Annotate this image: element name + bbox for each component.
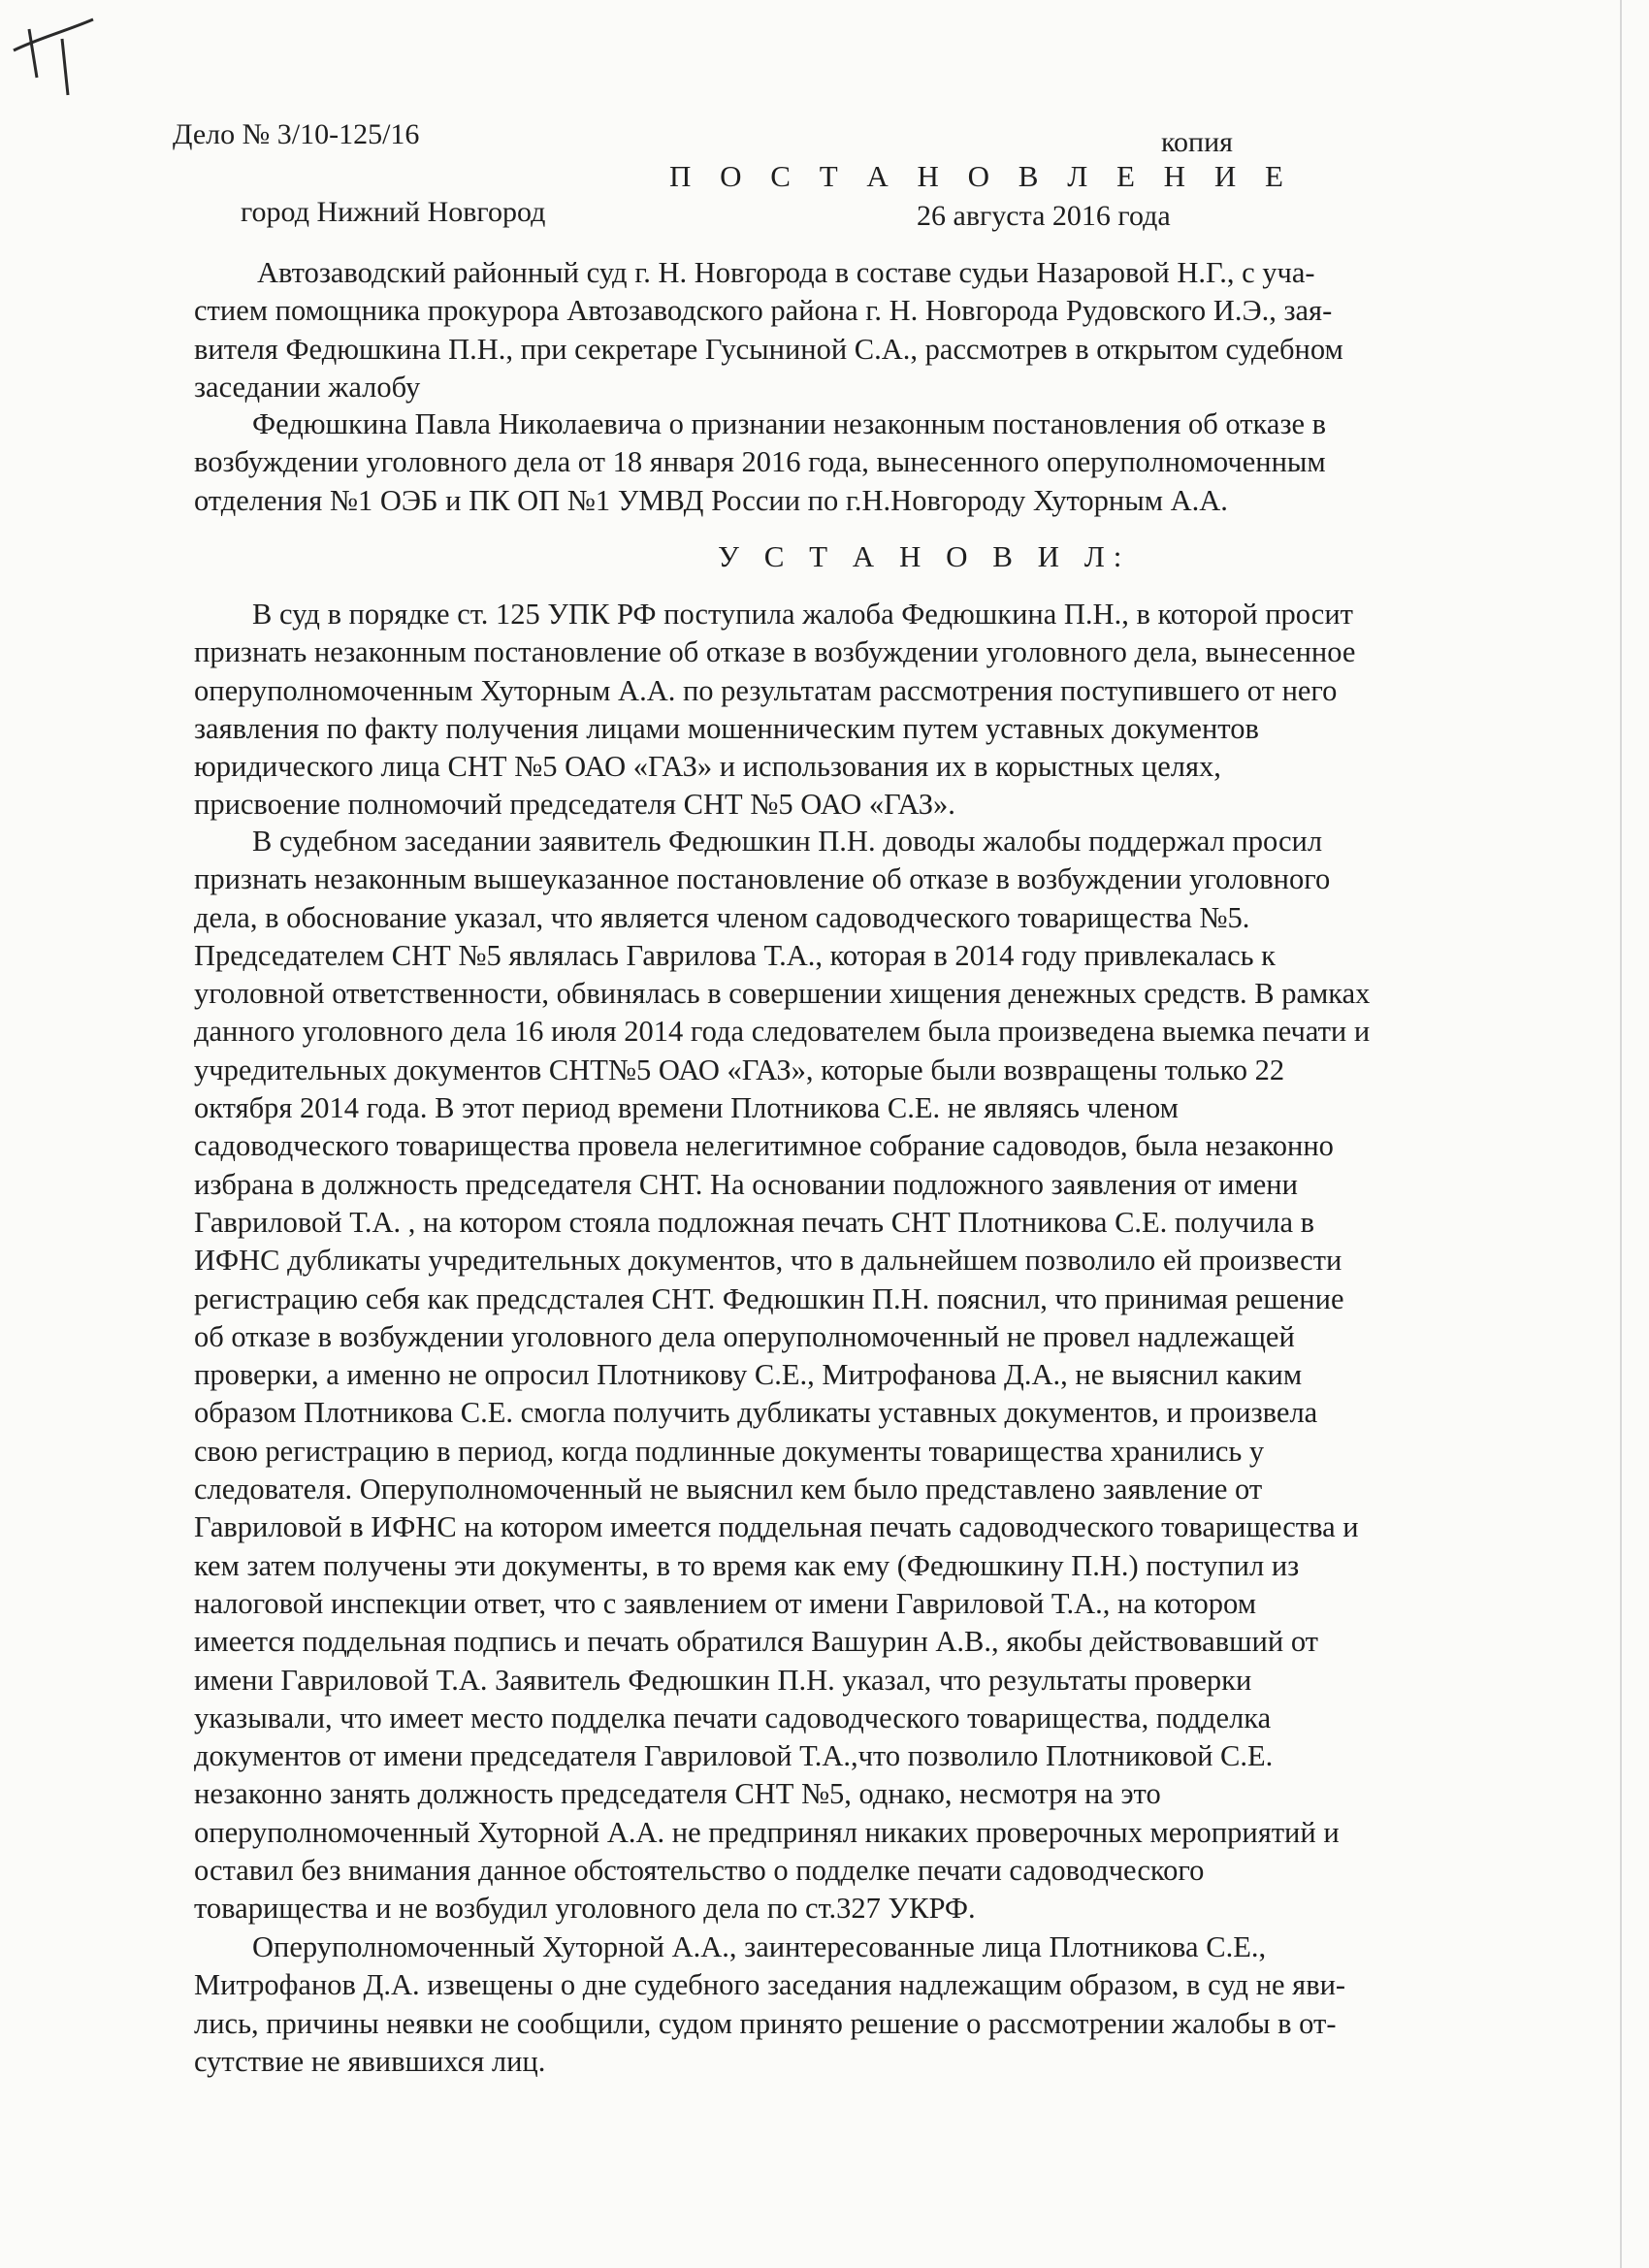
city: город Нижний Новгород <box>241 196 546 228</box>
copy-mark: копия <box>1161 126 1233 158</box>
body-paragraph-1: В суд в порядке ст. 125 УПК РФ поступила жалоба Федюшкина П.Н., в которой просит признать незаконным постановление об отказе в возбуждении уголовного дела, вынесенное оперуполномоченным Хуторным А.А. по результатам рассмотрения поступившего от него заявления по факту получения лицами мошенническим путем уставных документов юридического лица СНТ №5 ОАО «ГАЗ» и использования их в корыстных целях, присвоение полномочий председателя СНТ №5 ОАО «ГАЗ». <box>194 598 1356 822</box>
handwritten-corner-mark <box>8 10 114 97</box>
preamble-court-paragraph: Автозаводский районный суд г. Н. Новгорода в составе судьи Назаровой Н.Г., с уча- стием помощника прокурора Автозаводского района г. Н. Новгорода Рудовского И.Э., зая- вителя Федюшкина П.Н., при секретаре Гусыниной С.А., рассмотрев в открытом судебном заседании жалобу <box>194 256 1343 404</box>
body-paragraph-3: Оперуполномоченный Хуторной А.А., заинтересованные лица Плотникова С.Е., Митрофанов Д.А. извещены о дне судебного заседания надлежащим образом, в суд не яви- лись, причины неявки не сообщили, судом принято решение о рассмотрении жалобы в от- сутствие не явившихся лиц. <box>194 1930 1346 2078</box>
section-heading: У С Т А Н О В И Л: <box>718 539 1131 573</box>
preamble-complaint-paragraph: Федюшкина Павла Николаевича о признании незаконным постановления об отказе в возбуждении уголовного дела от 18 января 2016 года, вынесенного оперуполномоченным отделения №1 ОЭБ и ПК ОП №1 УМВД России по г.Н.Новгороду Хуторным А.А. <box>194 407 1327 517</box>
case-number: Дело № 3/10-125/16 <box>173 118 420 150</box>
document-date: 26 августа 2016 года <box>917 200 1171 232</box>
scan-edge-line <box>1620 0 1622 2268</box>
document-title: П О С Т А Н О В Л Е Н И Е <box>669 159 1294 193</box>
body-paragraph-2: В судебном заседании заявитель Федюшкин П.Н. доводы жалобы поддержал просил признать незаконным вышеуказанное постановление об отказе в возбуждении уголовного дела, в обоснование указал, что является членом садоводческого товарищества №5. Председателем СНТ №5 являлась Гаврилова Т.А., которая в 2014 году привлекалась к уголовной ответственности, обвинялась в совершении хищения денежных средств. В рамках данного уголовного дела 16 июля 2014 года следователем была произведена выемка печати и учредительных документов СНТ№5 ОАО «ГАЗ», которые были возвращены только 22 октября 2014 года. В этот период времени Плотникова С.Е. не являясь членом садоводческого товарищества провела нелегитимное собрание садоводов, была незаконно избрана в должность председателя СНТ. На основании подложного заявления от имени Гавриловой Т.А. , на котором стояла подложная печать СНТ Плотникова С.Е. получила в ИФНС дубликаты учредительных документов, что в дальнейшем позволило ей произвести регистрацию себя как предсдсталея СНТ. Федюшкин П.Н. пояснил, что принимая решение об отказе в возбуждении уголовного дела оперуполномоченный не провел надлежащей проверки, а именно не опросил Плотникову С.Е., Митрофанова Д.А., не выяснил каким образом Плотникова С.Е. смогла получить дубликаты уставных документов, и произвела свою регистрацию в период, когда подлинные документы товарищества хранились у следователя. Оперуполномоченный не выяснил кем было представлено заявление от Гавриловой в ИФНС на котором имеется поддельная печать садоводческого товарищества и кем затем получены эти документы, в то время как ему (Федюшкину П.Н.) поступил из налоговой инспекции ответ, что с заявлением от имени Гавриловой Т.А., на котором имеется поддельная подпись и печать обратился Вашурин А.В., якобы действовавший от имени Гавриловой Т.А. Заявитель Федюшкин П.Н. указал, что результаты проверки указывали, что имеет место подделка печати садоводческого товарищества, подделка документов от имени председателя Гавриловой Т.А.,что позволило Плотниковой С.Е. незаконно занять должность председателя СНТ №5, однако, несмотря на это оперуполномоченный Хуторной А.А. не предпринял никаких проверочных мероприятий и оставил без внимания данное обстоятельство о подделке печати садоводческого товарищества и не возбудил уголовного дела по ст.327 УКРФ. <box>194 825 1371 1926</box>
